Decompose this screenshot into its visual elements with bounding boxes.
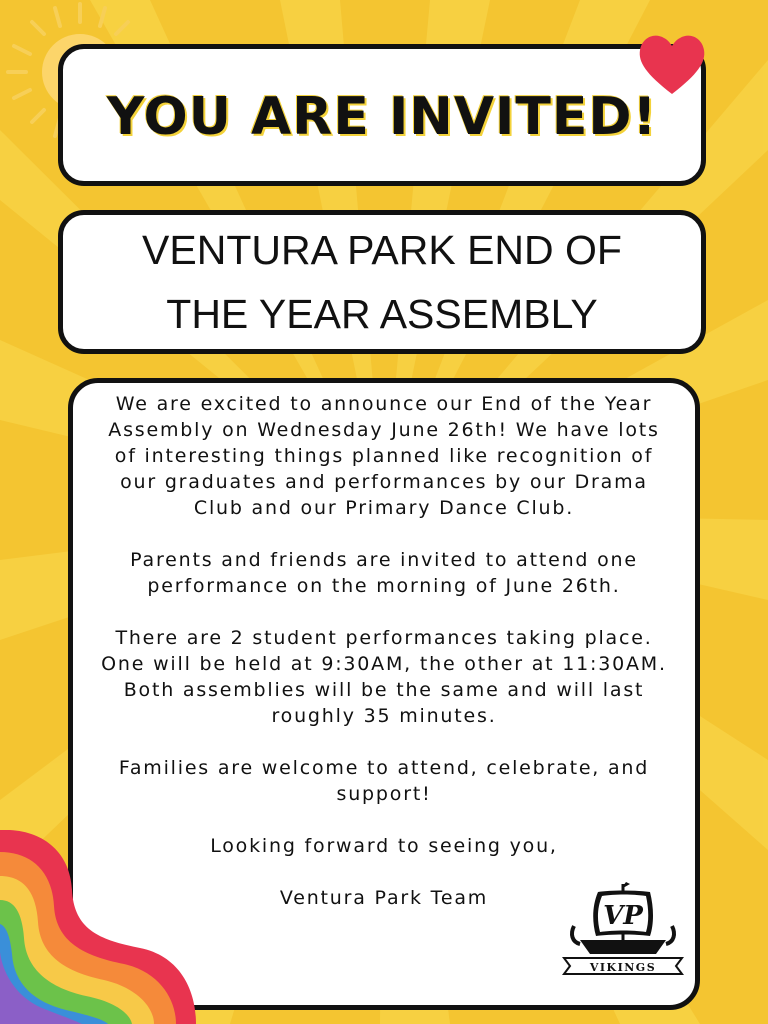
event-banner xyxy=(58,210,706,354)
event-title: VENTURA PARK END OF THE YEAR ASSEMBLY xyxy=(142,227,622,337)
rainbow-wave xyxy=(0,830,200,1024)
invitation-paragraph: Parents and friends are invited to attend one performance on the morning of June 26th. xyxy=(130,549,638,597)
signature-line: Ventura Park Team xyxy=(279,887,489,909)
schedule-paragraph: There are 2 student performances taking place. One will be held at 9:30AM, the other at 11:30AM. Both assemblies will be the same and will last roughly 35 minutes. xyxy=(101,627,667,727)
welcome-paragraph: Families are welcome to attend, celebrate, and support! xyxy=(118,757,650,805)
logo-monogram: VP xyxy=(603,901,643,931)
closing-line: Looking forward to seeing you, xyxy=(210,835,558,857)
heart-icon xyxy=(636,30,708,98)
invite-banner xyxy=(58,44,706,186)
logo-banner-text: VIKINGS xyxy=(589,961,657,974)
vikings-logo xyxy=(560,878,686,982)
invite-title: YOU ARE INVITED! xyxy=(106,87,658,147)
announcement-paragraph: We are excited to announce our End of the Year Assembly on Wednesday June 26th! We have lots of interesting things planned like recognition of our graduates and performances by our Drama Club and our Primary Dance Club. xyxy=(108,393,660,519)
